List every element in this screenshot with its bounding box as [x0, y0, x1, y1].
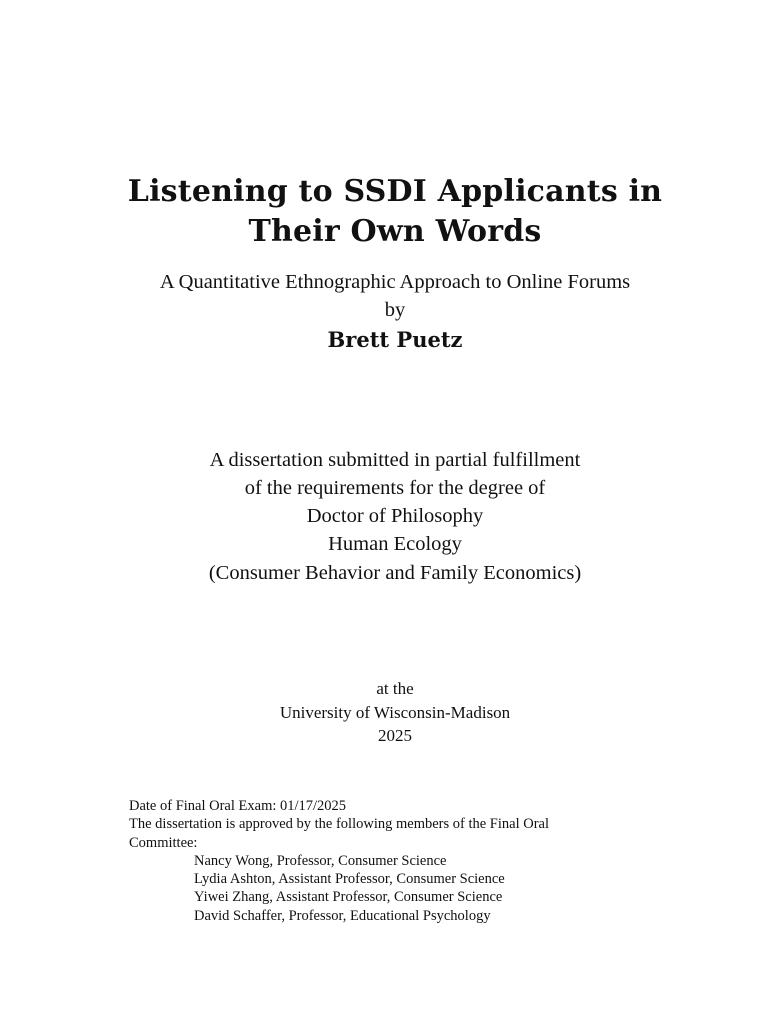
committee-member: Yiwei Zhang, Assistant Professor, Consumer Science [194, 889, 503, 906]
program: (Consumer Behavior and Family Economics) [208, 562, 582, 584]
committee-block [129, 797, 649, 925]
subtitle: A Quantitative Ethnographic Approach to Online Forums [159, 271, 631, 293]
university-name: University of Wisconsin-Madison [279, 703, 511, 722]
author-name: Brett Puetz [327, 327, 463, 352]
exam-date: Date of Final Oral Exam: 01/17/2025 [129, 798, 347, 814]
by-label: by [384, 299, 406, 321]
title-line-2: Their Own Words [248, 214, 542, 249]
approval-statement-cont: Committee: [129, 834, 198, 851]
at-the-label: at the [376, 679, 414, 698]
degree-name: Doctor of Philosophy [306, 505, 484, 527]
degree-line-1: A dissertation submitted in partial fulfillment [209, 449, 581, 471]
committee-member: David Schaffer, Professor, Educational Psychology [194, 907, 491, 924]
year: 2025 [378, 726, 412, 745]
department: Human Ecology [328, 533, 462, 555]
approval-statement: The dissertation is approved by the following members of the Final Oral [129, 816, 550, 833]
committee-member: Nancy Wong, Professor, Consumer Science [194, 852, 447, 869]
committee-member: Lydia Ashton, Assistant Professor, Consumer Science [194, 871, 505, 888]
committee-members [129, 852, 649, 925]
title-line-1: Listening to SSDI Applicants in [127, 174, 663, 209]
degree-line-2: of the requirements for the degree of [244, 477, 546, 499]
